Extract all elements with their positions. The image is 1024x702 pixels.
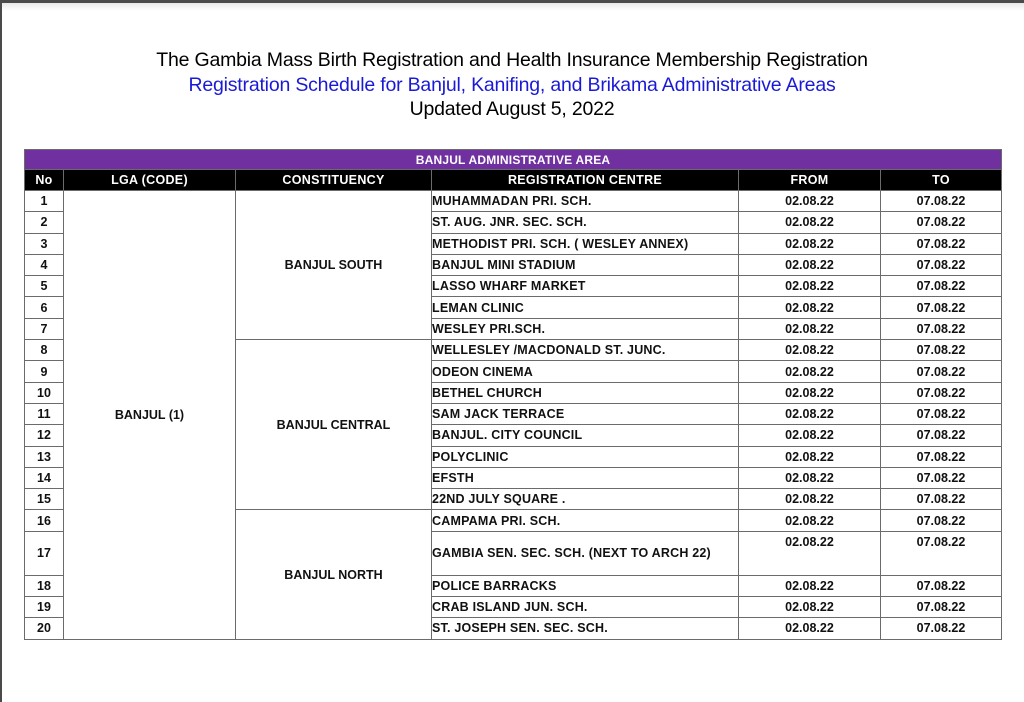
registration-centre: ST. JOSEPH SEN. SEC. SCH. <box>432 618 739 639</box>
to-date: 07.08.22 <box>881 361 1002 382</box>
column-header-row <box>25 170 1002 191</box>
to-date: 07.08.22 <box>881 318 1002 339</box>
row-number: 14 <box>25 467 64 488</box>
registration-centre: CAMPAMA PRI. SCH. <box>432 510 739 531</box>
header-to: TO <box>881 170 1002 191</box>
to-date: 07.08.22 <box>881 297 1002 318</box>
row-number: 12 <box>25 425 64 446</box>
to-date: 07.08.22 <box>881 403 1002 424</box>
registration-centre: SAM JACK TERRACE <box>432 403 739 424</box>
constituency-cell: BANJUL CENTRAL <box>236 340 432 510</box>
to-date: 07.08.22 <box>881 597 1002 618</box>
from-date: 02.08.22 <box>739 425 881 446</box>
from-date: 02.08.22 <box>739 597 881 618</box>
row-number: 13 <box>25 446 64 467</box>
row-number: 11 <box>25 403 64 424</box>
to-date: 07.08.22 <box>881 340 1002 361</box>
document-title: The Gambia Mass Birth Registration and Health Insurance Membership Registration <box>156 49 868 71</box>
registration-centre: POLICE BARRACKS <box>432 575 739 596</box>
from-date: 02.08.22 <box>739 233 881 254</box>
to-date: 07.08.22 <box>881 191 1002 212</box>
to-date: 07.08.22 <box>881 618 1002 639</box>
row-number: 2 <box>25 212 64 233</box>
to-date: 07.08.22 <box>881 467 1002 488</box>
registration-centre: BETHEL CHURCH <box>432 382 739 403</box>
registration-centre: 22ND JULY SQUARE . <box>432 489 739 510</box>
row-number: 8 <box>25 340 64 361</box>
to-date: 07.08.22 <box>881 489 1002 510</box>
registration-centre: WELLESLEY /MACDONALD ST. JUNC. <box>432 340 739 361</box>
to-date: 07.08.22 <box>881 254 1002 275</box>
from-date: 02.08.22 <box>739 510 881 531</box>
row-number: 20 <box>25 618 64 639</box>
to-date: 07.08.22 <box>881 446 1002 467</box>
page-top-shadow <box>2 3 1024 11</box>
to-date: 07.08.22 <box>881 382 1002 403</box>
registration-centre: EFSTH <box>432 467 739 488</box>
row-number: 19 <box>25 597 64 618</box>
registration-centre: ST. AUG. JNR. SEC. SCH. <box>432 212 739 233</box>
row-number: 16 <box>25 510 64 531</box>
registration-centre: BANJUL. CITY COUNCIL <box>432 425 739 446</box>
from-date: 02.08.22 <box>739 618 881 639</box>
registration-centre: WESLEY PRI.SCH. <box>432 318 739 339</box>
row-number: 17 <box>25 531 64 575</box>
header-lga: LGA (CODE) <box>64 170 236 191</box>
to-date: 07.08.22 <box>881 233 1002 254</box>
header-registration-centre: REGISTRATION CENTRE <box>432 170 739 191</box>
registration-centre: POLYCLINIC <box>432 446 739 467</box>
document-updated-date: Updated August 5, 2022 <box>409 98 615 120</box>
constituency-cell: BANJUL SOUTH <box>236 191 432 340</box>
from-date: 02.08.22 <box>739 318 881 339</box>
from-date: 02.08.22 <box>739 191 881 212</box>
registration-centre: MUHAMMADAN PRI. SCH. <box>432 191 739 212</box>
registration-centre: GAMBIA SEN. SEC. SCH. (NEXT TO ARCH 22) <box>432 531 739 575</box>
to-date: 07.08.22 <box>881 575 1002 596</box>
header-constituency: CONSTITUENCY <box>236 170 432 191</box>
from-date: 02.08.22 <box>739 212 881 233</box>
row-number: 1 <box>25 191 64 212</box>
from-date: 02.08.22 <box>739 489 881 510</box>
registration-centre: LASSO WHARF MARKET <box>432 276 739 297</box>
registration-centre: ODEON CINEMA <box>432 361 739 382</box>
to-date: 07.08.22 <box>881 425 1002 446</box>
registration-schedule-table <box>24 149 1002 640</box>
from-date: 02.08.22 <box>739 254 881 275</box>
row-number: 7 <box>25 318 64 339</box>
row-number: 18 <box>25 575 64 596</box>
row-number: 15 <box>25 489 64 510</box>
registration-centre: CRAB ISLAND JUN. SCH. <box>432 597 739 618</box>
registration-centre: LEMAN CLINIC <box>432 297 739 318</box>
row-number: 5 <box>25 276 64 297</box>
registration-centre: BANJUL MINI STADIUM <box>432 254 739 275</box>
row-number: 6 <box>25 297 64 318</box>
from-date: 02.08.22 <box>739 340 881 361</box>
area-title-row <box>25 150 1002 170</box>
to-date: 07.08.22 <box>881 276 1002 297</box>
from-date: 02.08.22 <box>739 403 881 424</box>
header-from: FROM <box>739 170 881 191</box>
document-subtitle: Registration Schedule for Banjul, Kanifing, and Brikama Administrative Areas <box>188 74 836 96</box>
from-date: 02.08.22 <box>739 531 881 575</box>
to-date: 07.08.22 <box>881 531 1002 575</box>
from-date: 02.08.22 <box>739 297 881 318</box>
to-date: 07.08.22 <box>881 510 1002 531</box>
lga-cell: BANJUL (1) <box>64 191 236 640</box>
registration-centre: METHODIST PRI. SCH. ( WESLEY ANNEX) <box>432 233 739 254</box>
from-date: 02.08.22 <box>739 467 881 488</box>
area-title: BANJUL ADMINISTRATIVE AREA <box>25 150 1002 170</box>
from-date: 02.08.22 <box>739 361 881 382</box>
header-no: No <box>25 170 64 191</box>
table-row <box>25 191 1002 212</box>
row-number: 3 <box>25 233 64 254</box>
row-number: 9 <box>25 361 64 382</box>
from-date: 02.08.22 <box>739 382 881 403</box>
from-date: 02.08.22 <box>739 276 881 297</box>
from-date: 02.08.22 <box>739 575 881 596</box>
from-date: 02.08.22 <box>739 446 881 467</box>
document-header <box>0 48 1024 121</box>
row-number: 10 <box>25 382 64 403</box>
row-number: 4 <box>25 254 64 275</box>
to-date: 07.08.22 <box>881 212 1002 233</box>
constituency-cell: BANJUL NORTH <box>236 510 432 639</box>
